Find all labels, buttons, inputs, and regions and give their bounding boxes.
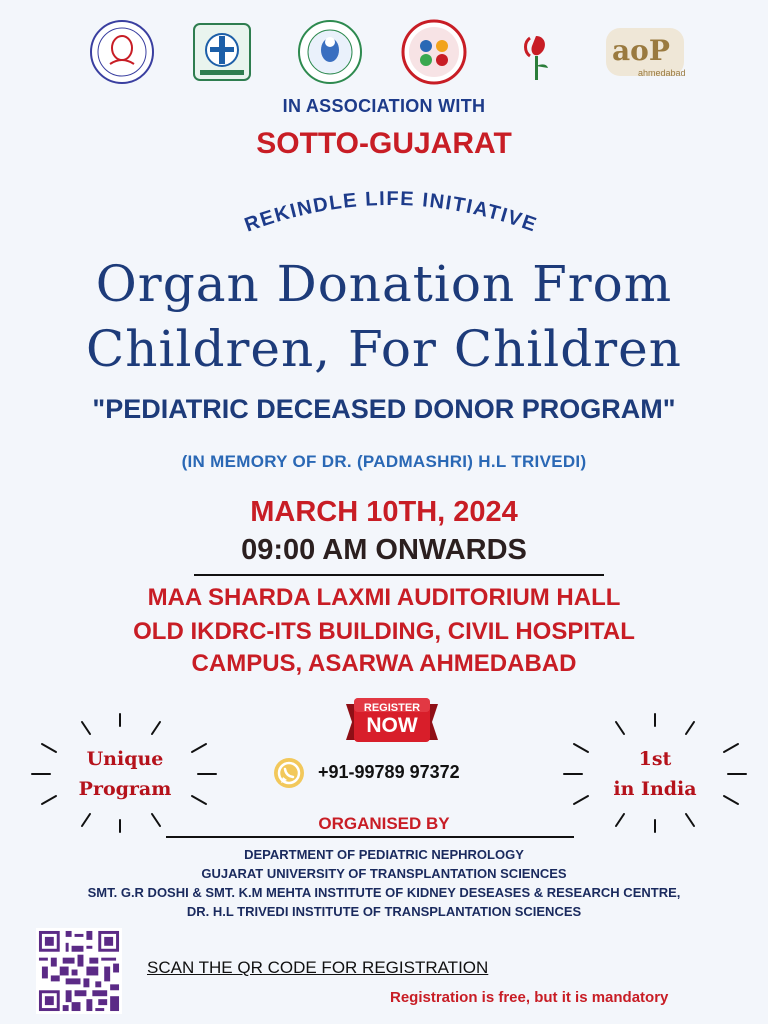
- aop-logo-text: aoP: [612, 34, 670, 67]
- badge-right-line-1: 1st: [638, 748, 672, 770]
- gujarat-university-logo: [188, 18, 256, 86]
- organiser-line: DR. H.L TRIVEDI INSTITUTE OF TRANSPLANTATION SCIENCES: [186, 904, 582, 919]
- program-name: "PEDIATRIC DECEASED DONOR PROGRAM": [92, 394, 676, 424]
- organised-by-label: ORGANISED BY: [318, 814, 450, 833]
- whatsapp-icon: [273, 757, 305, 789]
- badge-left-line-1: Unique: [86, 748, 164, 770]
- title-line-2: Children, For Children: [86, 320, 682, 378]
- transplantation-institute-logo: [296, 18, 364, 86]
- divider: [194, 574, 604, 576]
- organiser-line: GUJARAT UNIVERSITY OF TRANSPLANTATION SCIENCES: [201, 866, 567, 881]
- register-label: REGISTER: [363, 702, 421, 714]
- aop-ahmedabad-logo: [604, 18, 686, 86]
- memorial-dedication: (IN MEMORY OF DR. (PADMASHRI) H.L TRIVEDI): [181, 452, 587, 471]
- contact-phone[interactable]: +91-99789 97372: [318, 762, 460, 782]
- aop-logo-sub: ahmedabad: [638, 68, 686, 78]
- divider: [166, 836, 574, 838]
- title-line-1: Organ Donation From: [95, 255, 673, 313]
- initiative-arc: [0, 170, 768, 260]
- initiative-text: REKINDLE LIFE INITIATIVE: [241, 187, 541, 237]
- organiser-line: SMT. G.R DOSHI & SMT. K.M MEHTA INSTITUTE OF KIDNEY DESEASES & RESEARCH CENTRE,: [87, 885, 681, 900]
- association-label: IN ASSOCIATION WITH: [282, 96, 486, 116]
- qr-caption: SCAN THE QR CODE FOR REGISTRATION: [147, 958, 489, 977]
- registration-qr-code[interactable]: [36, 928, 122, 1014]
- badge-left-line-2: Program: [78, 778, 172, 800]
- ikdrc-logo: [88, 18, 156, 86]
- badge-right-line-2: in India: [613, 778, 697, 800]
- association-partner: SOTTO-GUJARAT: [256, 127, 512, 160]
- venue-line-1: MAA SHARDA LAXMI AUDITORIUM HALL: [147, 584, 621, 611]
- pediatric-nephrology-logo: [400, 18, 468, 86]
- event-date: MARCH 10TH, 2024: [250, 496, 518, 528]
- now-label: NOW: [366, 714, 418, 737]
- venue-line-3: CAMPUS, ASARWA AHMEDABAD: [191, 650, 577, 677]
- event-time: 09:00 AM ONWARDS: [241, 534, 527, 566]
- registration-note: Registration is free, but it is mandatory: [390, 989, 669, 1006]
- svg-text:REKINDLE LIFE INITIATIVE: [242, 188, 540, 237]
- register-now-button[interactable]: [346, 696, 438, 748]
- organiser-line: DEPARTMENT OF PEDIATRIC NEPHROLOGY: [244, 847, 524, 862]
- indian-academy-of-pediatrics-logo: [500, 18, 568, 86]
- venue-line-2: OLD IKDRC-ITS BUILDING, CIVIL HOSPITAL: [133, 618, 635, 645]
